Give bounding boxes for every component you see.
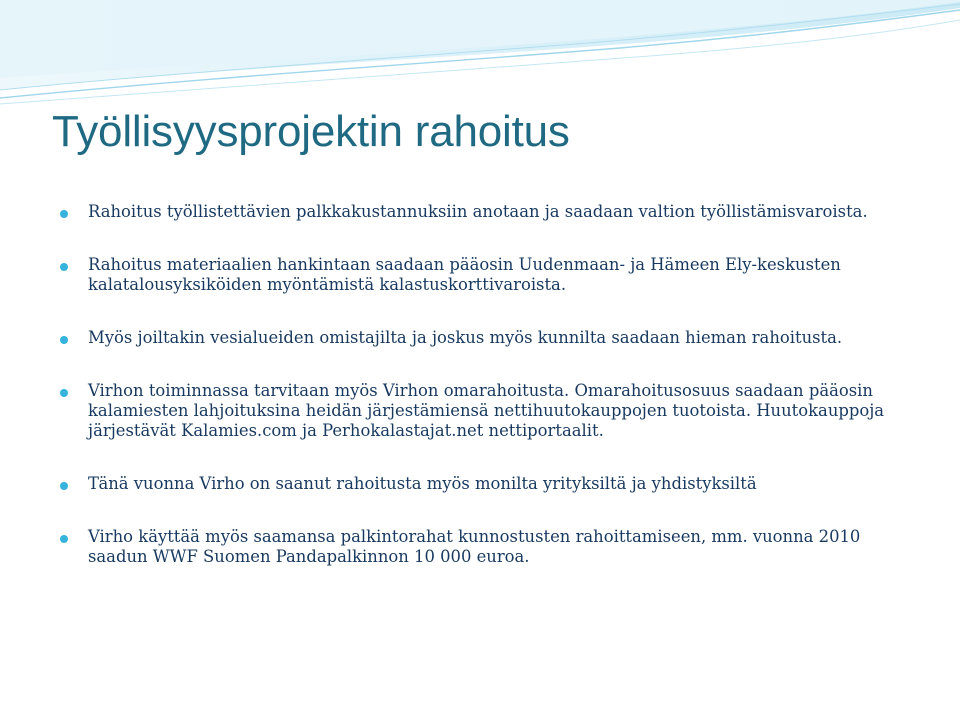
bullet-item	[58, 527, 918, 567]
bullet-text: Rahoitus materiaalien hankintaan saadaan pääosin Uudenmaan- ja Hämeen Ely-keskusten kalatalousyksiköiden myöntämistä kalastuskorttivaroista.	[88, 255, 841, 294]
bullet-dot-icon	[60, 336, 68, 344]
bullet-item	[58, 255, 918, 295]
bullet-dot-icon	[60, 263, 68, 271]
bullet-dot-icon	[60, 482, 68, 490]
wave-band-front	[0, 0, 960, 78]
bullet-text: Myös joiltakin vesialueiden omistajilta ja joskus myös kunnilta saadaan hieman rahoitusta.	[88, 328, 843, 347]
bullet-dot-icon	[60, 535, 68, 543]
bullet-item	[58, 474, 918, 494]
bullet-item	[58, 328, 918, 348]
bullet-text: Virho käyttää myös saamansa palkintorahat kunnostusten rahoittamiseen, mm. vuonna 2010 saadun WWF Suomen Pandapalkinnon 10 000 euroa.	[88, 527, 861, 566]
bullet-text: Tänä vuonna Virho on saanut rahoitusta myös monilta yrityksiltä ja yhdistyksiltä	[88, 474, 757, 493]
slide-title: Työllisyysprojektin rahoitus	[52, 107, 570, 156]
bullet-list	[58, 202, 918, 600]
bullet-dot-icon	[60, 210, 68, 218]
bullet-dot-icon	[60, 389, 68, 397]
bullet-item	[58, 381, 918, 441]
bullet-item	[58, 202, 918, 222]
bullet-text: Rahoitus työllistettävien palkkakustannuksiin anotaan ja saadaan valtion työllistämisvaroista.	[88, 202, 868, 221]
header-wave-decoration	[0, 0, 960, 110]
bullet-text: Virhon toiminnassa tarvitaan myös Virhon omarahoitusta. Omarahoitusosuus saadaan pääosin kalamiesten lahjoituksina heidän järjestämiensä nettihuutokauppojen tuotoista. Huutokauppoja järjestävät Kalamies.com ja Perhokalastajat.net nettiportaalit.	[88, 381, 885, 440]
